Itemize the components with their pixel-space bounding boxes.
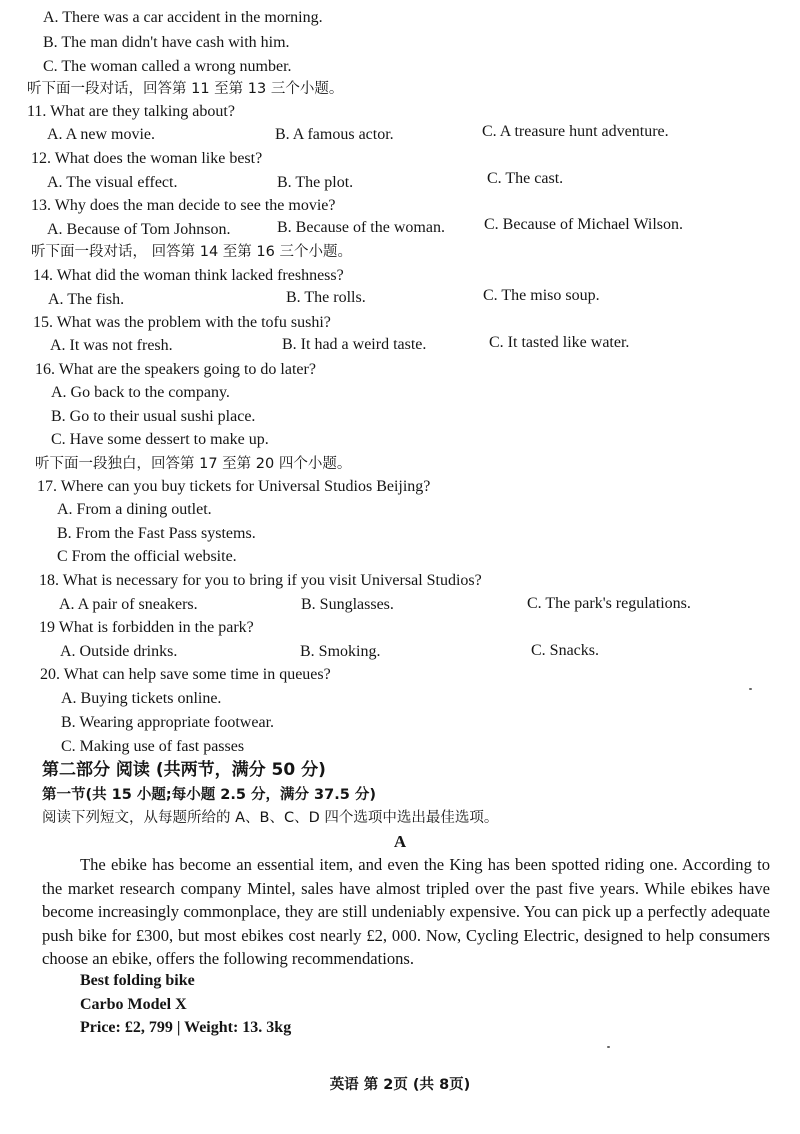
question-17: 17. Where can you buy tickets for Universal Studios Beijing? [37, 478, 431, 495]
bike-price-weight: Price: £2, 799 | Weight: 13. 3kg [80, 1019, 292, 1036]
bike-model: Carbo Model X [80, 996, 187, 1013]
q10-option-a: A. There was a car accident in the morning. [43, 9, 323, 26]
q13-option-c: C. Because of Michael Wilson. [484, 216, 684, 233]
question-20: 20. What can help save some time in queues? [40, 666, 331, 683]
q14-option-c: C. The miso soup. [483, 287, 600, 304]
q17-option-c: C From the official website. [57, 548, 237, 565]
scan-speck [607, 1046, 610, 1048]
page-footer: 英语 第 2页 (共 8页) [329, 1077, 471, 1093]
instruction-17-20: 听下面一段独白，回答第 17 至第 20 四个小题。 [35, 456, 352, 472]
question-18: 18. What is necessary for you to bring if you visit Universal Studios? [39, 572, 482, 589]
q20-option-b: B. Wearing appropriate footwear. [61, 714, 275, 731]
q10-option-c: C. The woman called a wrong number. [43, 58, 292, 75]
q18-option-a: A. A pair of sneakers. [59, 596, 198, 613]
reading-instruction: 阅读下列短文，从每题所给的 A、B、C、D 四个选项中选出最佳选项。 [42, 810, 499, 826]
q11-option-a: A. A new movie. [47, 126, 155, 143]
question-14: 14. What did the woman think lacked freshness? [33, 267, 344, 284]
q19-option-b: B. Smoking. [300, 643, 381, 660]
question-12: 12. What does the woman like best? [31, 150, 263, 167]
q18-option-c: C. The park's regulations. [527, 595, 691, 612]
q12-option-a: A. The visual effect. [47, 174, 178, 191]
q16-option-a: A. Go back to the company. [51, 384, 230, 401]
q10-option-b: B. The man didn't have cash with him. [43, 34, 290, 51]
instruction-11-13: 听下面一段对话，回答第 11 至第 13 三个小题。 [27, 81, 344, 97]
q15-option-c: C. It tasted like water. [489, 334, 630, 351]
instruction-14-16: 听下面一段对话， 回答第 14 至第 16 三个小题。 [31, 244, 352, 260]
q14-option-a: A. The fish. [48, 291, 125, 308]
question-11: 11. What are they talking about? [27, 103, 235, 120]
question-16: 16. What are the speakers going to do later? [35, 361, 316, 378]
q19-option-c: C. Snacks. [531, 642, 599, 659]
section1-title: 第一节(共 15 小题;每小题 2.5 分，满分 37.5 分) [42, 787, 376, 803]
question-15: 15. What was the problem with the tofu sushi? [33, 314, 331, 331]
q12-option-b: B. The plot. [277, 174, 354, 191]
q13-option-a: A. Because of Tom Johnson. [47, 221, 231, 238]
question-19: 19 What is forbidden in the park? [39, 619, 254, 636]
q19-option-a: A. Outside drinks. [60, 643, 178, 660]
q16-option-c: C. Have some dessert to make up. [51, 431, 269, 448]
q17-option-a: A. From a dining outlet. [57, 501, 212, 518]
passage-paragraph: The ebike has become an essential item, and even the King has been spotted riding one. According to the market research company Mintel, sales have almost tripled over the past five years. While ebikes have become increasingly commonplace, they are still undeniably expensive. You can pick up a perfectly adequate push bike for £300, but most ebikes cost nearly £2, 000. Now, Cycling Electric, designed to help consumers choose an ebike, offers the following recommendations. [42, 855, 770, 969]
q20-option-a: A. Buying tickets online. [61, 690, 222, 707]
q15-option-b: B. It had a weird taste. [282, 336, 427, 353]
question-13: 13. Why does the man decide to see the movie? [31, 197, 336, 214]
best-folding-bike-label: Best folding bike [80, 972, 195, 989]
q17-option-b: B. From the Fast Pass systems. [57, 525, 256, 542]
q13-option-b: B. Because of the woman. [277, 219, 445, 236]
q15-option-a: A. It was not fresh. [50, 337, 173, 354]
q11-option-c: C. A treasure hunt adventure. [482, 123, 669, 140]
scan-speck [749, 688, 752, 690]
q18-option-b: B. Sunglasses. [301, 596, 394, 613]
passage-label: A [393, 832, 407, 851]
q14-option-b: B. The rolls. [286, 289, 366, 306]
q16-option-b: B. Go to their usual sushi place. [51, 408, 256, 425]
part2-title: 第二部分 阅读 (共两节，满分 50 分) [42, 760, 326, 780]
q12-option-c: C. The cast. [487, 170, 564, 187]
q11-option-b: B. A famous actor. [275, 126, 394, 143]
q20-option-c: C. Making use of fast passes [61, 738, 245, 755]
